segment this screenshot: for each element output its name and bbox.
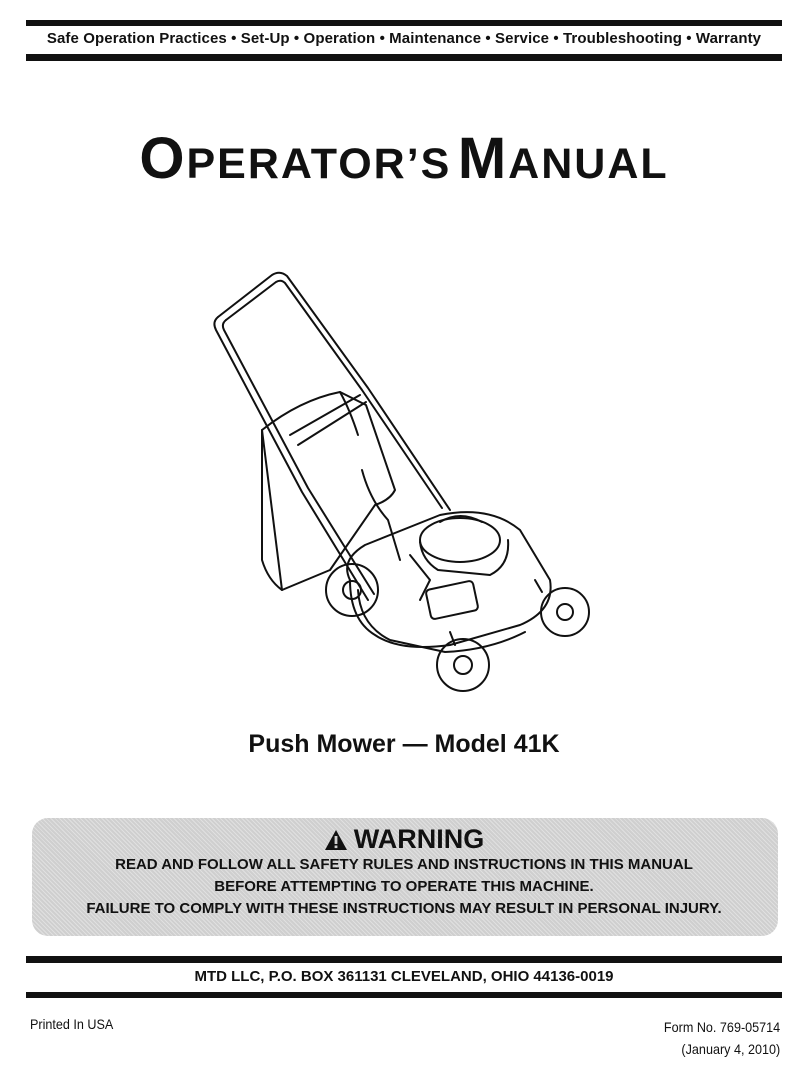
form-date: (January 4, 2010) <box>681 1041 780 1057</box>
push-mower-illustration <box>190 260 610 710</box>
title-word-manual: ANUAL <box>508 140 669 188</box>
warning-heading <box>0 824 808 854</box>
warning-triangle-icon <box>324 829 348 851</box>
top-rule-lower <box>26 54 782 61</box>
warning-heading-text: WARNING <box>353 824 485 854</box>
form-number-block <box>664 1016 780 1060</box>
page-title <box>0 126 808 191</box>
title-word-operators: PERATOR’S <box>186 140 452 188</box>
bottom-rule-lower <box>26 992 782 998</box>
title-initial-m: M <box>457 126 509 191</box>
section-nav: Safe Operation Practices • Set-Up • Operation • Maintenance • Service • Troubleshooting • Warranty <box>46 30 762 47</box>
top-rule-upper <box>26 20 782 26</box>
warning-line-3: FAILURE TO COMPLY WITH THESE INSTRUCTIONS MAY RESULT IN PERSONAL INJURY. <box>86 900 722 917</box>
company-address: MTD LLC, P.O. BOX 361131 CLEVELAND, OHIO 44136-0019 <box>194 968 614 985</box>
bottom-rule-upper <box>26 956 782 963</box>
form-number: Form No. 769-05714 <box>663 1019 780 1035</box>
model-subtitle: Push Mower — Model 41K <box>248 730 560 758</box>
printed-in-usa: Printed In USA <box>30 1016 114 1032</box>
title-initial-o: O <box>139 126 187 191</box>
warning-line-1: READ AND FOLLOW ALL SAFETY RULES AND INSTRUCTIONS IN THIS MANUAL <box>115 856 693 873</box>
warning-line-2: BEFORE ATTEMPTING TO OPERATE THIS MACHINE. <box>214 878 594 895</box>
